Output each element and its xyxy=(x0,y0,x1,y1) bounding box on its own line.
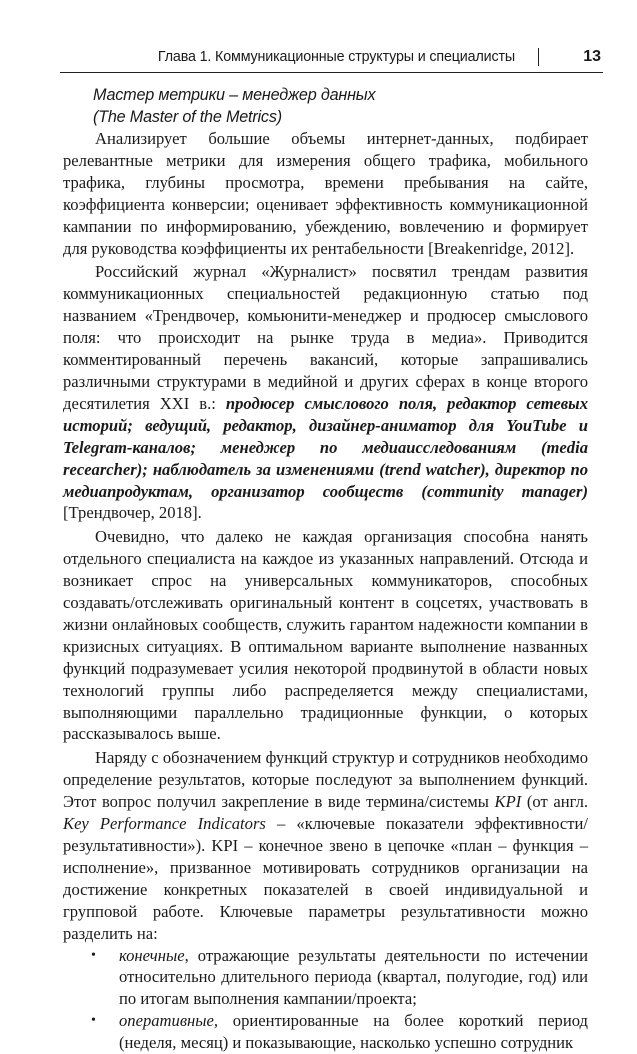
paragraph-4-text-a: Наряду с обозначением функций структур и сотрудников необходимо определение результатов, которые последуют за выполнением функций. Этот вопрос получил закрепление в виде термина/системы xyxy=(63,748,588,812)
kpi-types-list xyxy=(63,945,588,1054)
paragraph-4-text-c: – «ключевые показатели эффективности/результативности»). KPI – конечное звено в цепочке «план – функция – исполнение», призванное мотивировать сотрудников организации на достижение конкретных показателей в своей индивидуальной и групповой работе. Ключевые параметры результативности можно разделить на: xyxy=(63,814,588,943)
bullet-icon: • xyxy=(91,1013,96,1029)
role-title xyxy=(93,84,375,128)
paragraph-2 xyxy=(63,261,588,524)
header-separator xyxy=(538,48,539,66)
paragraph-2-text-start: Российский журнал «Журналист» посвятил трендам развития коммуникационных специальностей редакционную статью под названием «Трендвочер, комьюнити-менеджер и продюсер смыслового поля: что происходит на рынке труда в медиа». Приводится комментированный перечень вакансий, которые запрашивались различными структурами в медийной и других сферах в конце второго десятилетия XXI в.: xyxy=(63,262,588,413)
list-item-term: конечные xyxy=(119,945,185,965)
list-item-text: ориентированные на более короткий период (неделя, месяц) и показывающие, насколько успешно сотрудник xyxy=(119,1011,588,1053)
kpi-term: KPI xyxy=(494,792,522,812)
list-item xyxy=(63,945,588,1011)
vacancy-list: продюсер смыслового поля, редактор сетевых историй; ведущий, редактор, дизайнер-аниматор для YouTube и Telegram-каналов; менеджер по медиаисследованиям (media recearcher); наблюдатель за изменениями (trend watcher), директор по медиапродуктам, организатор сообществ (community manager) xyxy=(63,393,588,501)
list-item-text: , отражающие результаты деятельности по истечении относительно длительного периода (квартал, полугодие, год) или по итогам выполнения кампании/проекта; xyxy=(119,945,588,1009)
paragraph-4-text-b: (от англ. xyxy=(521,792,588,812)
paragraph-2-citation: [Трендвочер, 2018]. xyxy=(63,503,202,523)
paragraph-4 xyxy=(63,747,588,944)
kpi-full-term: Key Performance Indicators xyxy=(63,814,266,834)
list-item-term: оперативные, xyxy=(119,1011,219,1031)
body-text xyxy=(63,128,588,1054)
list-item xyxy=(63,1010,588,1054)
role-title-line-1: Мастер метрики – менеджер данных xyxy=(93,86,376,104)
role-title-line-2: (The Master of the Metrics) xyxy=(93,108,282,126)
running-header xyxy=(60,46,603,73)
paragraph-3: Очевидно, что далеко не каждая организация способна нанять отдельного специалиста на каждое из указанных направлений. Отсюда и возникает спрос на универсальных коммуникаторов, способных создавать/отслеживать оригинальный контент в соцсетях, участвовать в жизни онлайновых сообществ, служить гарантом надежности компании в кризисных ситуациях. В оптимальном варианте выполнение названных функций подразумевает усилия некоторой продвинутой в области новых технологий группы либо распределяется между специалистами, выполняющими параллельно традиционные функции, о которых рассказывалось выше. xyxy=(63,527,588,744)
chapter-title: Глава 1. Коммуникационные структуры и специалисты xyxy=(157,49,515,65)
bullet-icon: • xyxy=(91,947,96,963)
paragraph-1: Анализирует большие объемы интернет-данных, подбирает релевантные метрики для измерения общего трафика, мобильного трафика, глубины просмотра, времени пребывания на сайте, коэффициента конверсии; оценивает эффективность коммуникационной кампании по информированию, убеждению, вовлечению и формирует для руководства коэффициенты их рентабельности [Breakenridge, 2012]. xyxy=(63,129,588,258)
page-number: 13 xyxy=(583,48,601,65)
